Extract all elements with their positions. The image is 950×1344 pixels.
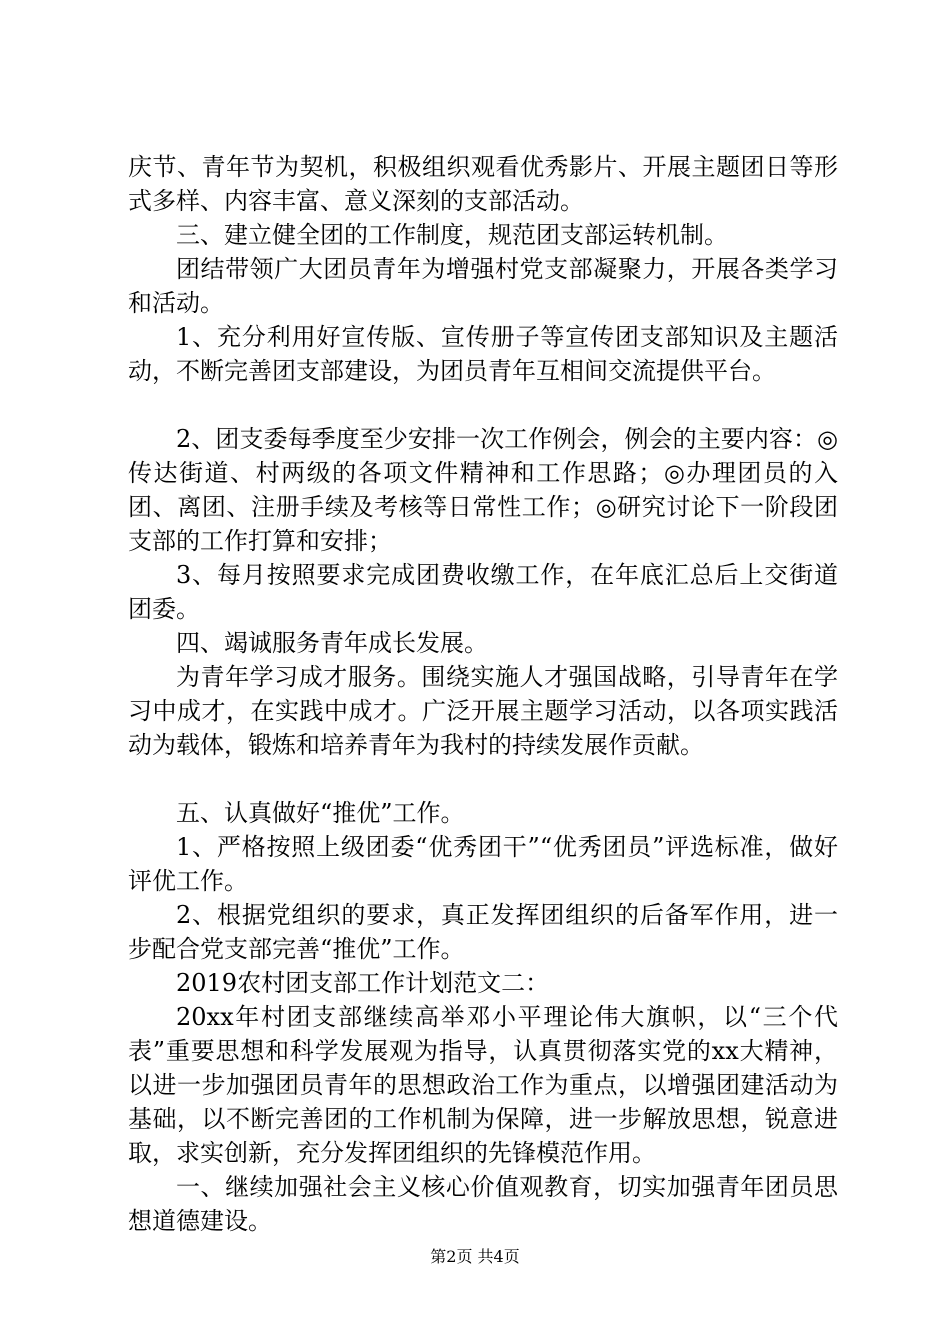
list-item-1: 1、严格按照上级团委“优秀团干”“优秀团员”评选标准，做好评优工作。 [128, 833, 838, 895]
paragraph: 团结带领广大团员青年为增强村党支部凝聚力，开展各类学习和活动。 [128, 255, 838, 317]
list-item-3: 3、每月按照要求完成团费收缴工作，在年底汇总后上交街道团委。 [128, 561, 838, 623]
section-heading-3: 三、建立健全团的工作制度，规范团支部运转机制。 [176, 221, 728, 249]
document-body [128, 150, 838, 1238]
paragraph-continuation: 庆节、青年节为契机，积极组织观看优秀影片、开展主题团日等形式多样、内容丰富、意义深刻的支部活动。 [128, 153, 838, 215]
list-item-1: 1、充分利用好宣传版、宣传册子等宣传团支部知识及主题活动，不断完善团支部建设，为团员青年互相间交流提供平台。 [128, 323, 838, 385]
paragraph: 20xx年村团支部继续高举邓小平理论伟大旗帜，以“三个代表”重要思想和科学发展观为指导，认真贯彻落实党的xx大精神，以进一步加强团员青年的思想政治工作为重点，以增强团建活动为基础，以不断完善团的工作机制为保障，进一步解放思想，锐意进取，求实创新，充分发挥团组织的先锋模范作用。 [128, 1003, 838, 1167]
section-heading-4: 四、竭诚服务青年成长发展。 [176, 629, 488, 657]
list-item-2: 2、团支委每季度至少安排一次工作例会，例会的主要内容：◎传达街道、村两级的各项文件精神和工作思路；◎办理团员的入团、离团、注册手续及考核等日常性工作；◎研究讨论下一阶段团支部的工作打算和安排； [128, 425, 838, 555]
sample-title: 2019农村团支部工作计划范文二： [176, 969, 550, 997]
paragraph: 为青年学习成才服务。围绕实施人才强国战略，引导青年在学习中成才，在实践中成才。广泛开展主题学习活动，以各项实践活动为载体，锻炼和培养青年为我村的持续发展作贡献。 [128, 663, 838, 759]
list-item-2: 2、根据党组织的要求，真正发挥团组织的后备军作用，进一步配合党支部完善“推优”工作。 [128, 901, 838, 963]
section-heading-1: 一、继续加强社会主义核心价值观教育，切实加强青年团员思想道德建设。 [128, 1173, 838, 1235]
page-number-footer: 第2页 共4页 [430, 1247, 520, 1266]
section-heading-5: 五、认真做好“推优”工作。 [176, 799, 465, 827]
